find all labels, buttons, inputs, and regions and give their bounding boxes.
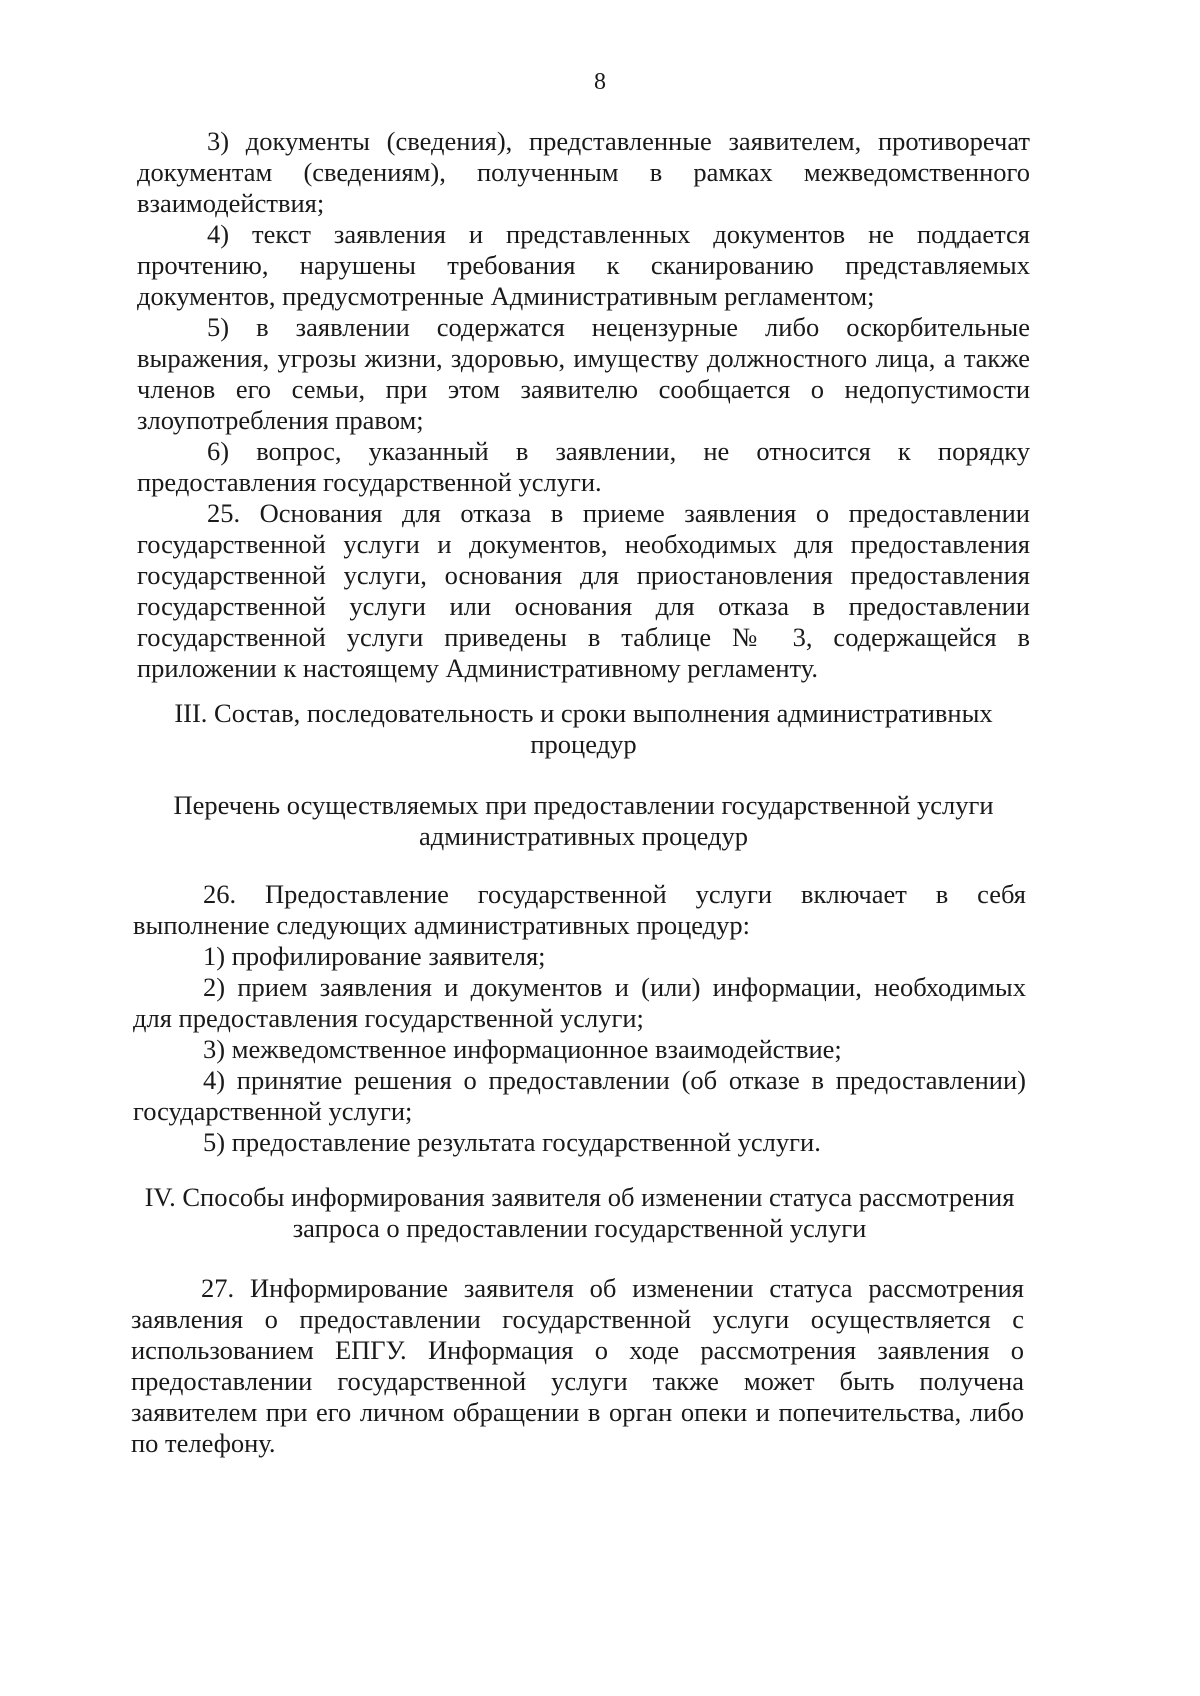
section-3-title-line1: III. Состав, последовательность и сроки выполнения административных	[174, 698, 993, 728]
paragraph-item-6: 6) вопрос, указанный в заявлении, не относится к порядку предоставления государственной услуги.	[137, 436, 1030, 497]
procedure-item-5: 5) предоставление результата государственной услуги.	[203, 1127, 821, 1157]
procedure-item-4: 4) принятие решения о предоставлении (об отказе в предоставлении) государственной услуги;	[133, 1065, 1026, 1126]
procedures-block	[133, 879, 1026, 1158]
grounds-block	[137, 126, 1030, 684]
paragraph-item-5: 5) в заявлении содержатся нецензурные либо оскорбительные выражения, угрозы жизни, здоровью, имуществу должностного лица, а также членов его семьи, при этом заявителю сообщается о недопустимости злоупотребления правом;	[137, 312, 1030, 435]
section-4-title-line2: запроса о предоставлении государственной услуги	[292, 1213, 867, 1243]
page-number: 8	[594, 69, 606, 95]
section-3-title-line2: процедур	[530, 729, 637, 759]
procedure-item-3: 3) межведомственное информационное взаимодействие;	[203, 1034, 842, 1064]
subsection-heading	[137, 790, 1030, 852]
paragraph-26: 26. Предоставление государственной услуги включает в себя выполнение следующих административных процедур:	[133, 879, 1026, 940]
section-4-title-line1: IV. Способы информирования заявителя об изменении статуса рассмотрения	[144, 1182, 1015, 1212]
informing-block	[131, 1273, 1024, 1459]
procedure-item-2: 2) прием заявления и документов и (или) информации, необходимых для предоставления государственной услуги;	[133, 972, 1026, 1033]
paragraph-item-4: 4) текст заявления и представленных документов не поддается прочтению, нарушены требования к сканированию представляемых документов, предусмотренные Административным регламентом;	[137, 219, 1030, 311]
paragraph-item-3: 3) документы (сведения), представленные заявителем, противоречат документам (сведениям), полученным в рамках межведомственного взаимодействия;	[137, 126, 1030, 218]
section-3-heading	[137, 698, 1030, 760]
paragraph-27: 27. Информирование заявителя об изменении статуса рассмотрения заявления о предоставлении государственной услуги осуществляется с использованием ЕПГУ. Информация о ходе рассмотрения заявления о предоставлении государственной услуги также может быть получена заявителем при его личном обращении в орган опеки и попечительства, либо по телефону.	[131, 1273, 1024, 1458]
section-4-heading	[133, 1182, 1026, 1244]
subsection-title-line1: Перечень осуществляемых при предоставлении государственной услуги	[173, 790, 994, 820]
procedure-item-1: 1) профилирование заявителя;	[203, 941, 546, 971]
subsection-title-line2: административных процедур	[419, 821, 748, 851]
paragraph-25: 25. Основания для отказа в приеме заявления о предоставлении государственной услуги и документов, необходимых для предоставления государственной услуги, основания для приостановления предоставления государственной услуги или основания для отказа в предоставлении государственной услуги приведены в таблице № 3, содержащейся в приложении к настоящему Административному регламенту.	[137, 498, 1030, 683]
